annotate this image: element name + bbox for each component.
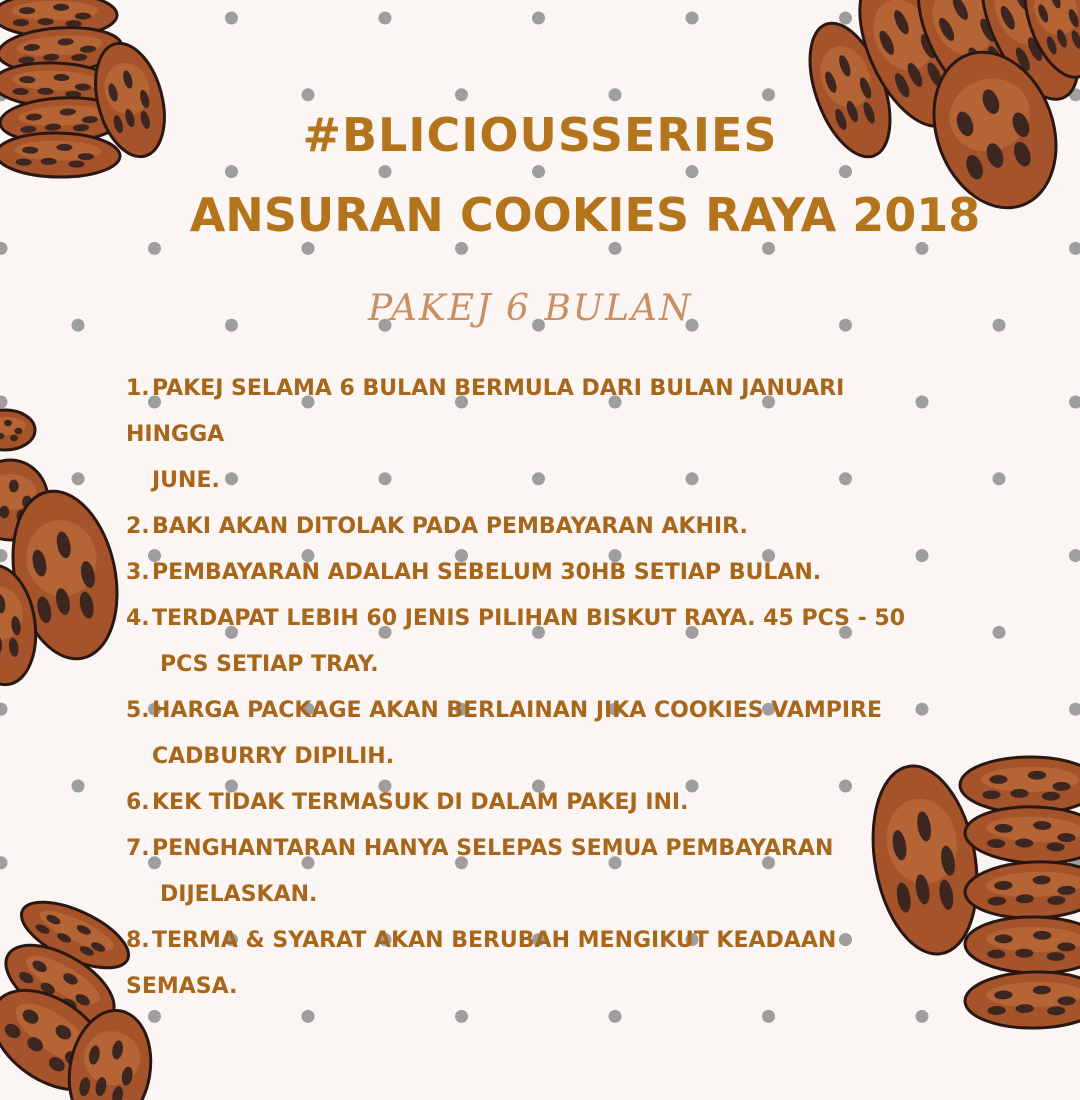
polka-dot xyxy=(302,1010,315,1023)
chocolate-chip-icon xyxy=(13,19,29,26)
polka-dot xyxy=(1069,396,1080,409)
polka-dot xyxy=(762,1010,775,1023)
chocolate-chip-icon xyxy=(15,428,23,434)
list-item: 5. HARGA PACKAGE AKAN BERLAINAN JIKA COOKIES VAMPIRE CADBURRY DIPILIH. xyxy=(126,698,883,769)
polka-dot xyxy=(72,319,85,332)
list-item: 2. BAKI AKAN DITOLAK PADA PEMBAYARAN AKHIR. xyxy=(126,514,748,539)
polka-dot xyxy=(225,165,238,178)
polka-dot xyxy=(839,319,852,332)
polka-dot xyxy=(72,780,85,793)
chocolate-chip-icon xyxy=(989,775,1007,784)
polka-dot xyxy=(1069,703,1080,716)
polka-dot xyxy=(148,242,161,255)
cookie-icon xyxy=(960,757,1080,813)
polka-dot xyxy=(0,703,8,716)
chocolate-chip-icon xyxy=(1042,792,1060,801)
chocolate-chip-icon xyxy=(1028,771,1046,780)
list-item: 6. KEK TIDAK TERMASUK DI DALAM PAKEJ INI. xyxy=(126,790,689,815)
polka-dot xyxy=(993,626,1006,639)
polka-dot xyxy=(993,472,1006,485)
polka-dot xyxy=(455,1010,468,1023)
terms-list xyxy=(126,366,926,1010)
cookie-icon xyxy=(965,916,1080,974)
chocolate-chip-icon xyxy=(1052,782,1070,791)
cookie-icon xyxy=(0,410,35,450)
polka-dot xyxy=(302,242,315,255)
polka-dot xyxy=(609,242,622,255)
cookie-icon xyxy=(965,971,1080,1029)
polka-dot xyxy=(379,12,392,25)
polka-dot xyxy=(1069,549,1080,562)
list-item: 1. PAKEJ SELAMA 6 BULAN BERMULA DARI BULAN JANUARI HINGGA JUNE. xyxy=(126,376,845,493)
chocolate-chip-icon xyxy=(19,7,35,14)
package-subtitle: PAKEJ 6 BULAN xyxy=(368,288,693,329)
list-item: 3. PEMBAYARAN ADALAH SEBELUM 30HB SETIAP BULAN. xyxy=(126,560,822,585)
polka-dot xyxy=(0,242,8,255)
polka-dot xyxy=(302,88,315,101)
polka-dot xyxy=(225,319,238,332)
chocolate-chip-icon xyxy=(4,420,12,426)
polka-dot xyxy=(609,88,622,101)
polka-dot xyxy=(762,88,775,101)
chocolate-chip-icon xyxy=(75,13,91,20)
polka-dot xyxy=(762,242,775,255)
chocolate-chip-icon xyxy=(38,18,54,25)
cookie-icon xyxy=(964,805,1080,866)
cookie-icon xyxy=(964,860,1080,921)
page-title: ANSURAN COOKIES RAYA 2018 xyxy=(189,188,981,242)
polka-dot xyxy=(532,12,545,25)
cookie-stack-icon-left xyxy=(0,400,120,690)
list-item: 8. TERMA & SYARAT AKAN BERUBAH MENGIKUT KEADAAN SEMASA. xyxy=(126,928,837,999)
cookie-stack-icon-top-left xyxy=(0,0,200,210)
polka-dot xyxy=(993,319,1006,332)
chocolate-chip-icon xyxy=(53,4,69,11)
chocolate-chip-icon xyxy=(9,480,19,493)
polka-dot xyxy=(0,856,8,869)
chocolate-chip-icon xyxy=(1010,789,1028,798)
polka-dot xyxy=(455,242,468,255)
hashtag-title: #BLICIOUSSERIES xyxy=(302,108,778,162)
list-item: 7. PENGHANTARAN HANYA SELEPAS SEMUA PEMBAYARAN DIJELASKAN. xyxy=(126,836,834,907)
polka-dot xyxy=(686,165,699,178)
polka-dot xyxy=(379,165,392,178)
polka-dot xyxy=(609,1010,622,1023)
chocolate-chip-icon xyxy=(982,790,1000,799)
list-item: 4. TERDAPAT LEBIH 60 JENIS PILIHAN BISKUT RAYA. 45 PCS - 50 PCS SETIAP TRAY. xyxy=(126,606,906,677)
polka-dot xyxy=(916,242,929,255)
polka-dot xyxy=(1069,242,1080,255)
polka-dot xyxy=(225,12,238,25)
polka-dot xyxy=(532,165,545,178)
polka-dot xyxy=(686,12,699,25)
polka-dot xyxy=(455,88,468,101)
chocolate-chip-icon xyxy=(10,435,18,441)
